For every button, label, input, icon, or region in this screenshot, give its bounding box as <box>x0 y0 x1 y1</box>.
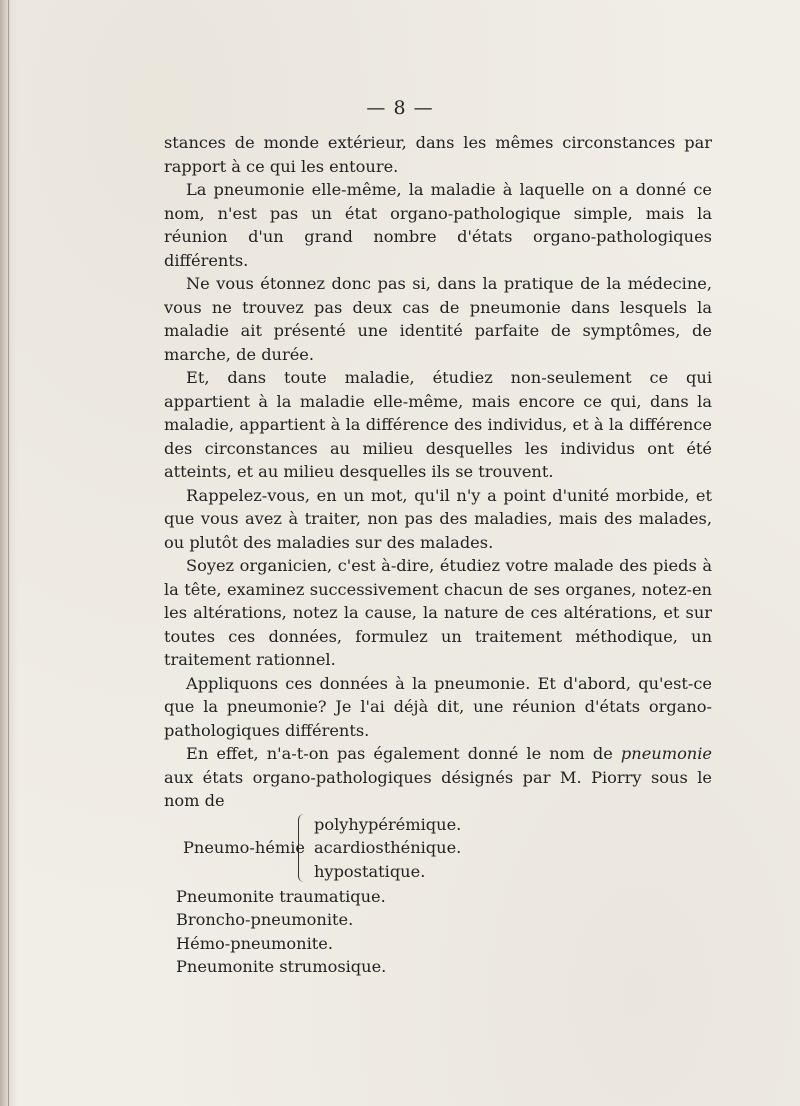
binding-line <box>8 0 9 1106</box>
curly-brace <box>298 814 309 882</box>
paragraph: Appliquons ces données à la pneumonie. Et d'abord, qu'est-ce que la pneumonie? Je l'ai déjà dit, une réunion d'états organo-pathologiques différents. <box>164 673 712 740</box>
paragraph: Soyez organicien, c'est à-dire, étudiez votre malade des pieds à la tête, examinez successivement chacun de ses organes, notez-en les altérations, notez la cause, la nature de ces altérations, et sur toutes ces données, formulez un traitement méthodique, un traitement rationnel. <box>164 556 712 669</box>
page-number: — 8 — <box>366 97 434 119</box>
formula-item: polyhypérémique. <box>314 814 462 834</box>
paragraph: Et, dans toute maladie, étudiez non-seulement ce qui appartient à la maladie elle-même, mais encore ce qui, dans la maladie, appartient à la différence des individus, et à la différence des circonstances au milieu desquelles les individus ont été atteints, et au milieu desquelles ils se trouvent. <box>164 368 712 481</box>
formula-label: Pneumo-hémie <box>183 837 305 857</box>
paragraph: stances de monde extérieur, dans les mêmes circonstances par rapport à ce qui les entoure. <box>164 133 712 176</box>
paragraph-text: En effet, n'a-t-on pas également donné le nom de <box>186 744 621 763</box>
formula-items <box>314 813 461 884</box>
classification-formula <box>164 813 712 885</box>
list-item: Pneumonite traumatique. <box>176 886 386 906</box>
paragraph: La pneumonie elle-même, la maladie à laquelle on a donné ce nom, n'est pas un état organo-pathologique simple, mais la réunion d'un grand nombre d'états organo-pathologiques différents. <box>164 180 712 270</box>
page-binding-edge <box>0 0 18 1106</box>
formula-item: hypostatique. <box>314 861 426 881</box>
paragraph-with-italic <box>164 742 712 813</box>
paragraph: Ne vous étonnez donc pas si, dans la pratique de la médecine, vous ne trouvez pas deux cas de pneumonie dans lesquels la maladie ait présenté une identité parfaite de symptômes, de marche, de durée. <box>164 274 712 364</box>
body-text <box>164 131 712 979</box>
paragraph-text: aux états organo-pathologiques désignés par M. Piorry sous le nom de <box>164 767 712 810</box>
italic-term: pneumonie <box>620 744 712 763</box>
list-item: Pneumonite strumosique. <box>176 957 387 976</box>
list-item: Broncho-pneumonite. <box>176 910 354 929</box>
list-item: Hémo-pneumonite. <box>176 933 333 953</box>
paragraph: Rappelez-vous, en un mot, qu'il n'y a point d'unité morbide, et que vous avez à traiter, non pas des maladies, mais des malades, ou plutôt des maladies sur des malades. <box>164 485 712 552</box>
formula-item: acardiosthénique. <box>314 838 462 857</box>
